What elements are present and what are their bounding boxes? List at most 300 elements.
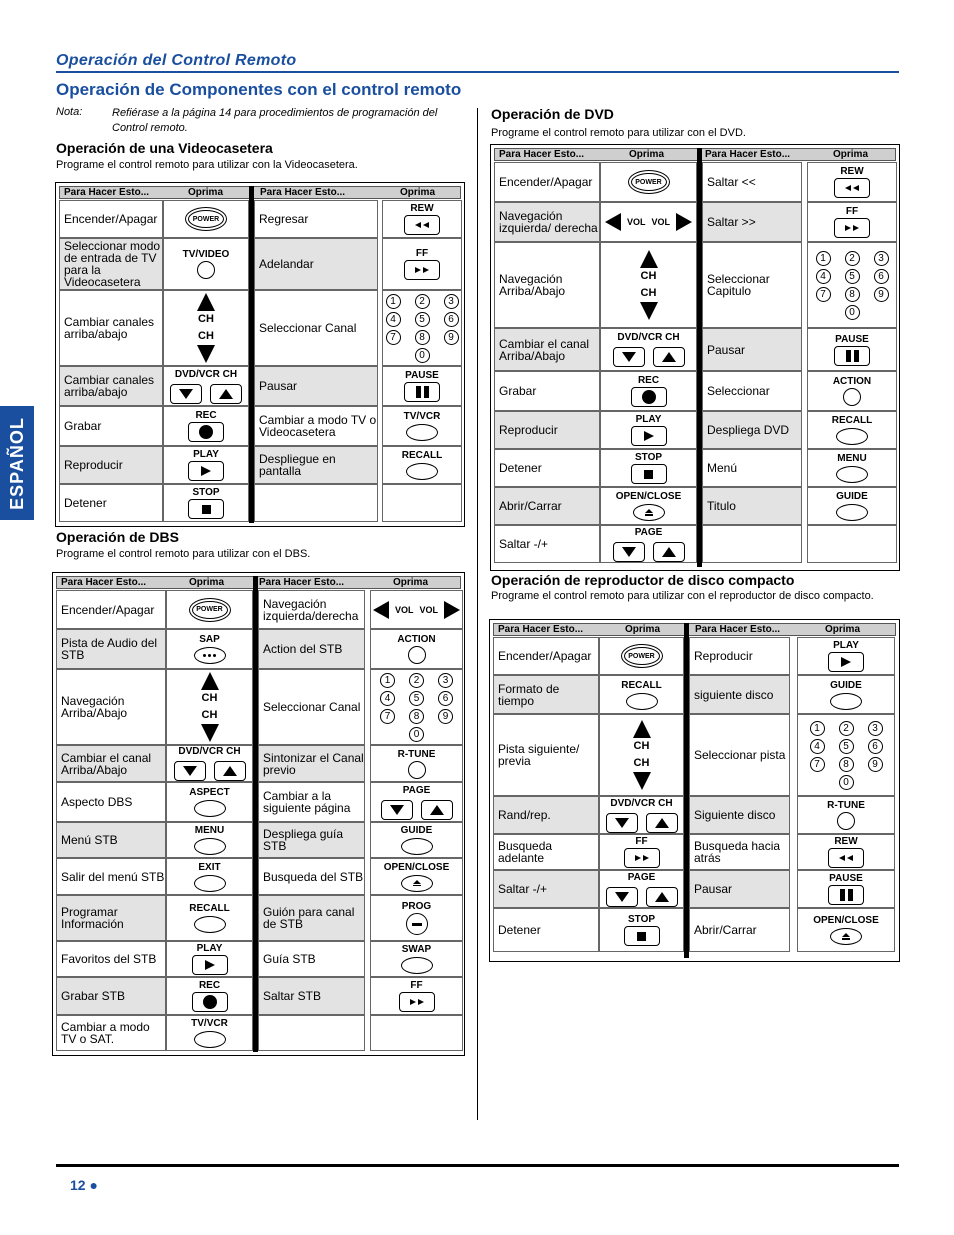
down-arrow-icon [622,547,636,557]
action-text: Reproducir [64,458,123,472]
button-label: ACTION [832,376,872,387]
digit-9-button[interactable]: 9 [874,287,889,302]
action-text: Menú STB [61,833,118,847]
channel-up-icon[interactable] [640,250,658,268]
up-button[interactable] [646,813,678,833]
oval-button[interactable] [626,693,658,710]
dvd-row-action [494,525,600,563]
stop-icon [644,470,653,479]
down-button[interactable] [174,761,206,781]
cd-row-key [599,714,684,796]
oval-button[interactable] [836,466,868,483]
action-text: Busqueda del STB [263,869,364,884]
digit-5-button[interactable]: 5 [839,739,854,754]
action-text: Pausar [259,379,298,393]
digit-8-button[interactable]: 8 [845,287,860,302]
col-action: Para Hacer Esto... [61,577,147,588]
down-button[interactable] [606,813,638,833]
channel-up-icon[interactable] [633,720,651,738]
digit-4-button[interactable]: 4 [380,691,395,706]
dbs-row-action [56,1015,166,1051]
dbs-section-title: Operación de DBS [56,529,179,545]
col-press: Oprima [625,624,661,635]
dbs-row-key [166,858,253,895]
pause-button[interactable] [828,885,864,905]
down-arrow-icon [615,818,629,828]
stop-icon [202,505,211,514]
stop-button[interactable] [631,464,667,484]
digit-6-button[interactable]: 6 [868,739,883,754]
oval-button[interactable] [194,800,226,817]
action-text: Favoritos del STB [61,952,157,966]
dbs-row-key [166,822,253,858]
action-text: Siguiente disco [694,808,776,822]
vcr-section-title: Operación de una Videocasetera [56,140,273,156]
action-text: Titulo [707,499,736,513]
action-text: Seleccionar Canal [259,321,357,335]
digit-3-button[interactable]: 3 [444,294,459,309]
dvd-row-action [702,449,802,487]
action-text: Pista siguiente/ previa [498,742,580,768]
action-text: Seleccionar Capitulo [707,272,770,298]
action-text: Saltar >> [707,215,756,229]
vcr-row-key [382,446,462,484]
cd-row-action [493,834,599,870]
dvd-row-key [600,525,697,563]
volume-rocker [605,213,692,231]
button-label: STOP [192,487,220,498]
open-close-button[interactable] [401,875,433,892]
digit-5-button[interactable]: 5 [415,312,430,327]
digit-9-button[interactable]: 9 [444,330,459,345]
oval-button[interactable] [194,916,226,933]
button-label: PAUSE [829,873,863,884]
button-label: FF [410,980,423,991]
dvd-row-action [494,487,600,525]
action-text: Pausar [707,342,746,357]
power-button[interactable] [621,644,663,668]
volume-right-icon[interactable] [676,213,692,231]
round-button[interactable] [843,388,861,406]
dvd-row-action [702,202,802,242]
channel-rocker [633,720,651,790]
up-down-buttons [606,812,678,833]
vcr-row-action [254,200,378,238]
digit-9-button[interactable]: 9 [868,757,883,772]
down-button[interactable] [606,887,638,907]
button-label: OPEN/CLOSE [383,861,450,873]
channel-label: CH [201,709,218,721]
vcr-row-key [163,446,249,484]
note-label: Nota: [56,106,83,118]
pause-button[interactable] [834,346,870,366]
up-button[interactable] [653,347,685,367]
oval-button[interactable] [194,875,226,892]
prog-button[interactable] [406,913,428,935]
action-text: Detener [498,923,541,937]
action-text: Despliega DVD [707,423,790,437]
oval-button[interactable] [836,504,868,521]
digit-6-button[interactable]: 6 [438,691,453,706]
digit-7-button[interactable]: 7 [816,287,831,302]
volume-right-icon[interactable] [444,601,460,619]
action-text: Navegación Arriba/Abajo [499,272,566,298]
cd-row-key [599,908,684,952]
play-button[interactable] [188,461,224,481]
play-button[interactable] [631,426,667,446]
dbs-row-action [56,895,166,941]
digit-8-button[interactable]: 8 [839,757,854,772]
power-button[interactable] [628,170,670,194]
button-label: FF [415,248,429,259]
up-down-buttons [613,541,685,562]
digit-7-button[interactable]: 7 [380,709,395,724]
channel-label: CH [633,757,650,769]
dvd-row-action [494,411,600,449]
rewind-icon [839,855,853,861]
cd-row-action [689,908,790,952]
cd-row-key [797,870,895,908]
vcr-row-key [163,200,249,238]
open-close-button[interactable] [830,928,862,945]
fast-forward-button[interactable] [834,218,870,238]
digit-4-button[interactable]: 4 [386,312,401,327]
dvd-row-action [702,487,802,525]
digit-0-button[interactable]: 0 [845,305,860,320]
dbs-row-key [370,669,463,745]
action-text: Saltar -/+ [499,537,549,551]
dbs-row-key [166,1015,253,1051]
button-label: GUIDE [836,491,868,502]
dvd-row-action [494,328,600,371]
col-action: Para Hacer Esto... [499,149,585,160]
dvd-row-action [494,242,600,328]
cd-table [489,619,900,962]
action-text: Cambiar a la siguiente página [263,789,351,815]
dbs-row-key [166,629,253,669]
digit-1-button[interactable]: 1 [810,721,825,736]
oval-button[interactable] [406,463,438,480]
button-label: OPEN/CLOSE [813,915,879,926]
record-icon [642,390,656,404]
cd-row-key [599,637,684,675]
vcr-row-action [59,200,163,238]
dbs-row-action [258,895,365,941]
button-label: PLAY [635,414,662,425]
oval-button[interactable] [836,428,868,445]
up-button[interactable] [646,887,678,907]
rewind-button[interactable] [828,848,864,868]
button-label: RECALL [621,679,662,691]
power-button-label: POWER [188,210,224,228]
dvd-row-key [600,202,697,242]
play-icon [205,960,215,970]
eject-icon [842,933,850,940]
running-header: Operación del Control Remoto [56,52,297,69]
power-button-label: POWER [192,601,228,619]
button-label: PLAY [196,943,223,954]
channel-down-icon[interactable] [201,724,219,742]
digit-3-button[interactable]: 3 [874,251,889,266]
dbs-row-action [56,629,166,669]
rewind-button[interactable] [834,178,870,198]
button-label: GUIDE [830,679,862,691]
col-press: Oprima [825,624,861,635]
play-button[interactable] [192,955,228,975]
pause-icon [416,386,429,398]
round-button[interactable] [197,261,215,279]
action-text: Cambiar el canal Arriba/Abajo [499,336,590,363]
dbs-row-key [166,895,253,941]
eject-icon [413,880,421,887]
digit-1-button[interactable]: 1 [386,294,401,309]
open-close-button[interactable] [633,504,665,521]
volume-left-icon[interactable] [605,213,621,231]
digit-2-button[interactable]: 2 [839,721,854,736]
digit-3-button[interactable]: 3 [438,673,453,688]
button-label: FF [845,206,859,217]
digit-6-button[interactable]: 6 [874,269,889,284]
column-divider [477,108,478,1120]
stop-button[interactable] [624,926,660,946]
digit-7-button[interactable]: 7 [810,757,825,772]
down-button[interactable] [381,800,413,820]
dbs-section-desc: Programe el control remoto para utilizar con el DBS. [56,548,311,560]
action-text: Busqueda adelante [498,839,553,865]
up-arrow-icon [655,892,669,902]
digit-0-button[interactable]: 0 [409,727,424,742]
digit-4-button[interactable]: 4 [816,269,831,284]
stop-button[interactable] [188,499,224,519]
number-keypad [810,721,883,790]
rewind-icon [845,185,859,191]
col-press: Oprima [833,149,869,160]
channel-label: CH [201,692,218,704]
dvd-row-action [702,525,802,563]
power-button[interactable] [189,598,231,622]
page-title: Operación de Componentes con el control remoto [56,80,462,99]
down-arrow-icon [622,352,636,362]
fast-forward-icon [415,267,429,273]
digit-5-button[interactable]: 5 [845,269,860,284]
vcr-row-action [254,366,378,406]
cd-table-header [493,623,896,636]
rewind-button[interactable] [404,215,440,235]
action-text: Reproducir [694,649,753,663]
pause-button[interactable] [404,382,440,402]
dbs-column-separator [253,576,258,1052]
digit-5-button[interactable]: 5 [409,691,424,706]
action-text: Abrir/Carrar [499,499,562,513]
fast-forward-button[interactable] [404,260,440,280]
action-text: Rand/rep. [498,808,551,822]
button-label: SAP [199,634,220,645]
button-label: REW [834,836,858,847]
action-text: Reproducir [499,423,558,437]
record-button[interactable] [631,387,667,407]
channel-label: CH [198,313,214,325]
channel-down-icon[interactable] [640,302,658,320]
digit-7-button[interactable]: 7 [386,330,401,345]
action-text: Formato de tiempo [498,681,560,708]
up-arrow-icon [430,805,444,815]
col-action: Para Hacer Esto... [705,149,791,160]
up-arrow-icon [219,389,233,399]
action-text: Navegación izquierda/derecha [263,596,359,623]
fast-forward-button[interactable] [624,848,660,868]
col-action: Para Hacer Esto... [259,577,345,588]
down-button[interactable] [613,542,645,562]
play-icon [644,431,654,441]
vcr-row-key [382,238,462,290]
cd-section-desc: Programe el control remoto para utilizar con el reproductor de disco compacto. [491,590,874,602]
dvd-row-action [494,202,600,242]
up-button[interactable] [421,800,453,820]
digit-3-button[interactable]: 3 [868,721,883,736]
dbs-row-key [166,590,253,629]
fast-forward-button[interactable] [399,992,435,1012]
button-label: TV/VCR [403,411,441,422]
vcr-row-key [382,406,462,446]
dbs-row-action [258,977,365,1015]
channel-label: CH [633,740,650,752]
up-arrow-icon [662,547,676,557]
up-arrow-icon [223,766,237,776]
vcr-row-action [59,238,163,290]
button-label: PAUSE [835,333,869,345]
cd-row-action [493,675,599,714]
dvd-row-key [807,371,897,411]
button-label: FF [635,836,648,847]
digit-2-button[interactable]: 2 [845,251,860,266]
up-button[interactable] [214,761,246,781]
dbs-row-key [370,590,463,629]
action-text: Guión para canal de STB [263,905,355,931]
action-text: Action del STB [263,642,343,656]
dvd-row-key [807,449,897,487]
action-text: Regresar [259,212,309,226]
vcr-row-action [59,366,163,406]
oval-button[interactable] [401,838,433,855]
digit-6-button[interactable]: 6 [444,312,459,327]
digit-1-button[interactable]: 1 [380,673,395,688]
dbs-row-action [258,858,365,895]
language-tab [0,406,34,520]
digit-0-button[interactable]: 0 [839,775,854,790]
vcr-row-action [254,238,378,290]
dvd-row-key [600,162,697,202]
power-button[interactable] [185,207,227,231]
dbs-row-action [258,822,365,858]
number-keypad [816,251,889,320]
cd-section-title: Operación de reproductor de disco compacto [491,572,795,588]
button-label: OPEN/CLOSE [615,491,682,502]
oval-button[interactable] [406,424,438,441]
vcr-row-action [254,446,378,484]
round-button[interactable] [837,812,855,830]
up-button[interactable] [210,384,242,404]
col-action: Para Hacer Esto... [64,187,150,198]
col-action: Para Hacer Esto... [695,624,781,635]
oval-button[interactable] [830,693,862,710]
action-text: Busqueda hacia atrás [694,839,781,865]
round-button[interactable] [408,761,426,779]
channel-up-icon[interactable] [197,293,215,311]
vcr-row-key [163,290,249,366]
dvd-row-key [807,162,897,202]
down-button[interactable] [613,347,645,367]
round-button[interactable] [408,646,426,664]
vcr-row-action [59,290,163,366]
up-down-buttons [174,760,246,781]
button-label: RECALL [189,903,230,914]
oval-button[interactable] [194,1031,226,1048]
channel-label: CH [640,270,657,282]
vcr-row-key [163,366,249,406]
button-label: DVD/VCR CH [174,368,238,380]
digit-4-button[interactable]: 4 [810,739,825,754]
dvd-row-key [807,242,897,328]
digit-9-button[interactable]: 9 [438,709,453,724]
dvd-row-key [600,242,697,328]
dvd-row-action [702,162,802,202]
action-text: Cambiar a modo TV o SAT. [61,1020,150,1046]
play-button[interactable] [828,652,864,672]
channel-rocker [201,672,219,742]
dbs-table-header [56,576,461,589]
button-label: ASPECT [189,787,230,798]
digit-1-button[interactable]: 1 [816,251,831,266]
vcr-row-action [254,484,378,522]
digit-8-button[interactable]: 8 [415,330,430,345]
cd-row-action [689,675,790,714]
pause-icon [840,889,853,901]
vcr-row-action [59,406,163,446]
volume-left-icon[interactable] [373,601,389,619]
cd-column-separator [684,623,689,958]
volume-rocker [373,601,460,619]
channel-down-icon[interactable] [197,345,215,363]
cd-row-key [599,796,684,834]
channel-rocker [640,250,658,320]
col-press: Oprima [189,577,225,588]
action-text: Encender/Apagar [64,212,158,226]
dots-icon [203,654,216,657]
channel-up-icon[interactable] [201,672,219,690]
digit-2-button[interactable]: 2 [415,294,430,309]
fast-forward-icon [635,855,649,861]
action-text: Programar Información [61,905,124,931]
record-button[interactable] [188,422,224,442]
dbs-row-action [56,669,166,745]
down-button[interactable] [170,384,202,404]
channel-down-icon[interactable] [633,772,651,790]
up-button[interactable] [653,542,685,562]
oval-button[interactable] [401,957,433,974]
digit-2-button[interactable]: 2 [409,673,424,688]
fast-forward-icon [410,999,424,1005]
sap-button[interactable] [194,647,226,664]
down-arrow-icon [183,766,197,776]
record-button[interactable] [192,992,228,1012]
digit-0-button[interactable]: 0 [415,348,430,363]
channel-label: CH [640,287,657,299]
dvd-row-action [702,371,802,411]
oval-button[interactable] [194,838,226,855]
fast-forward-icon [845,225,859,231]
dbs-row-key [166,669,253,745]
digit-8-button[interactable]: 8 [409,709,424,724]
